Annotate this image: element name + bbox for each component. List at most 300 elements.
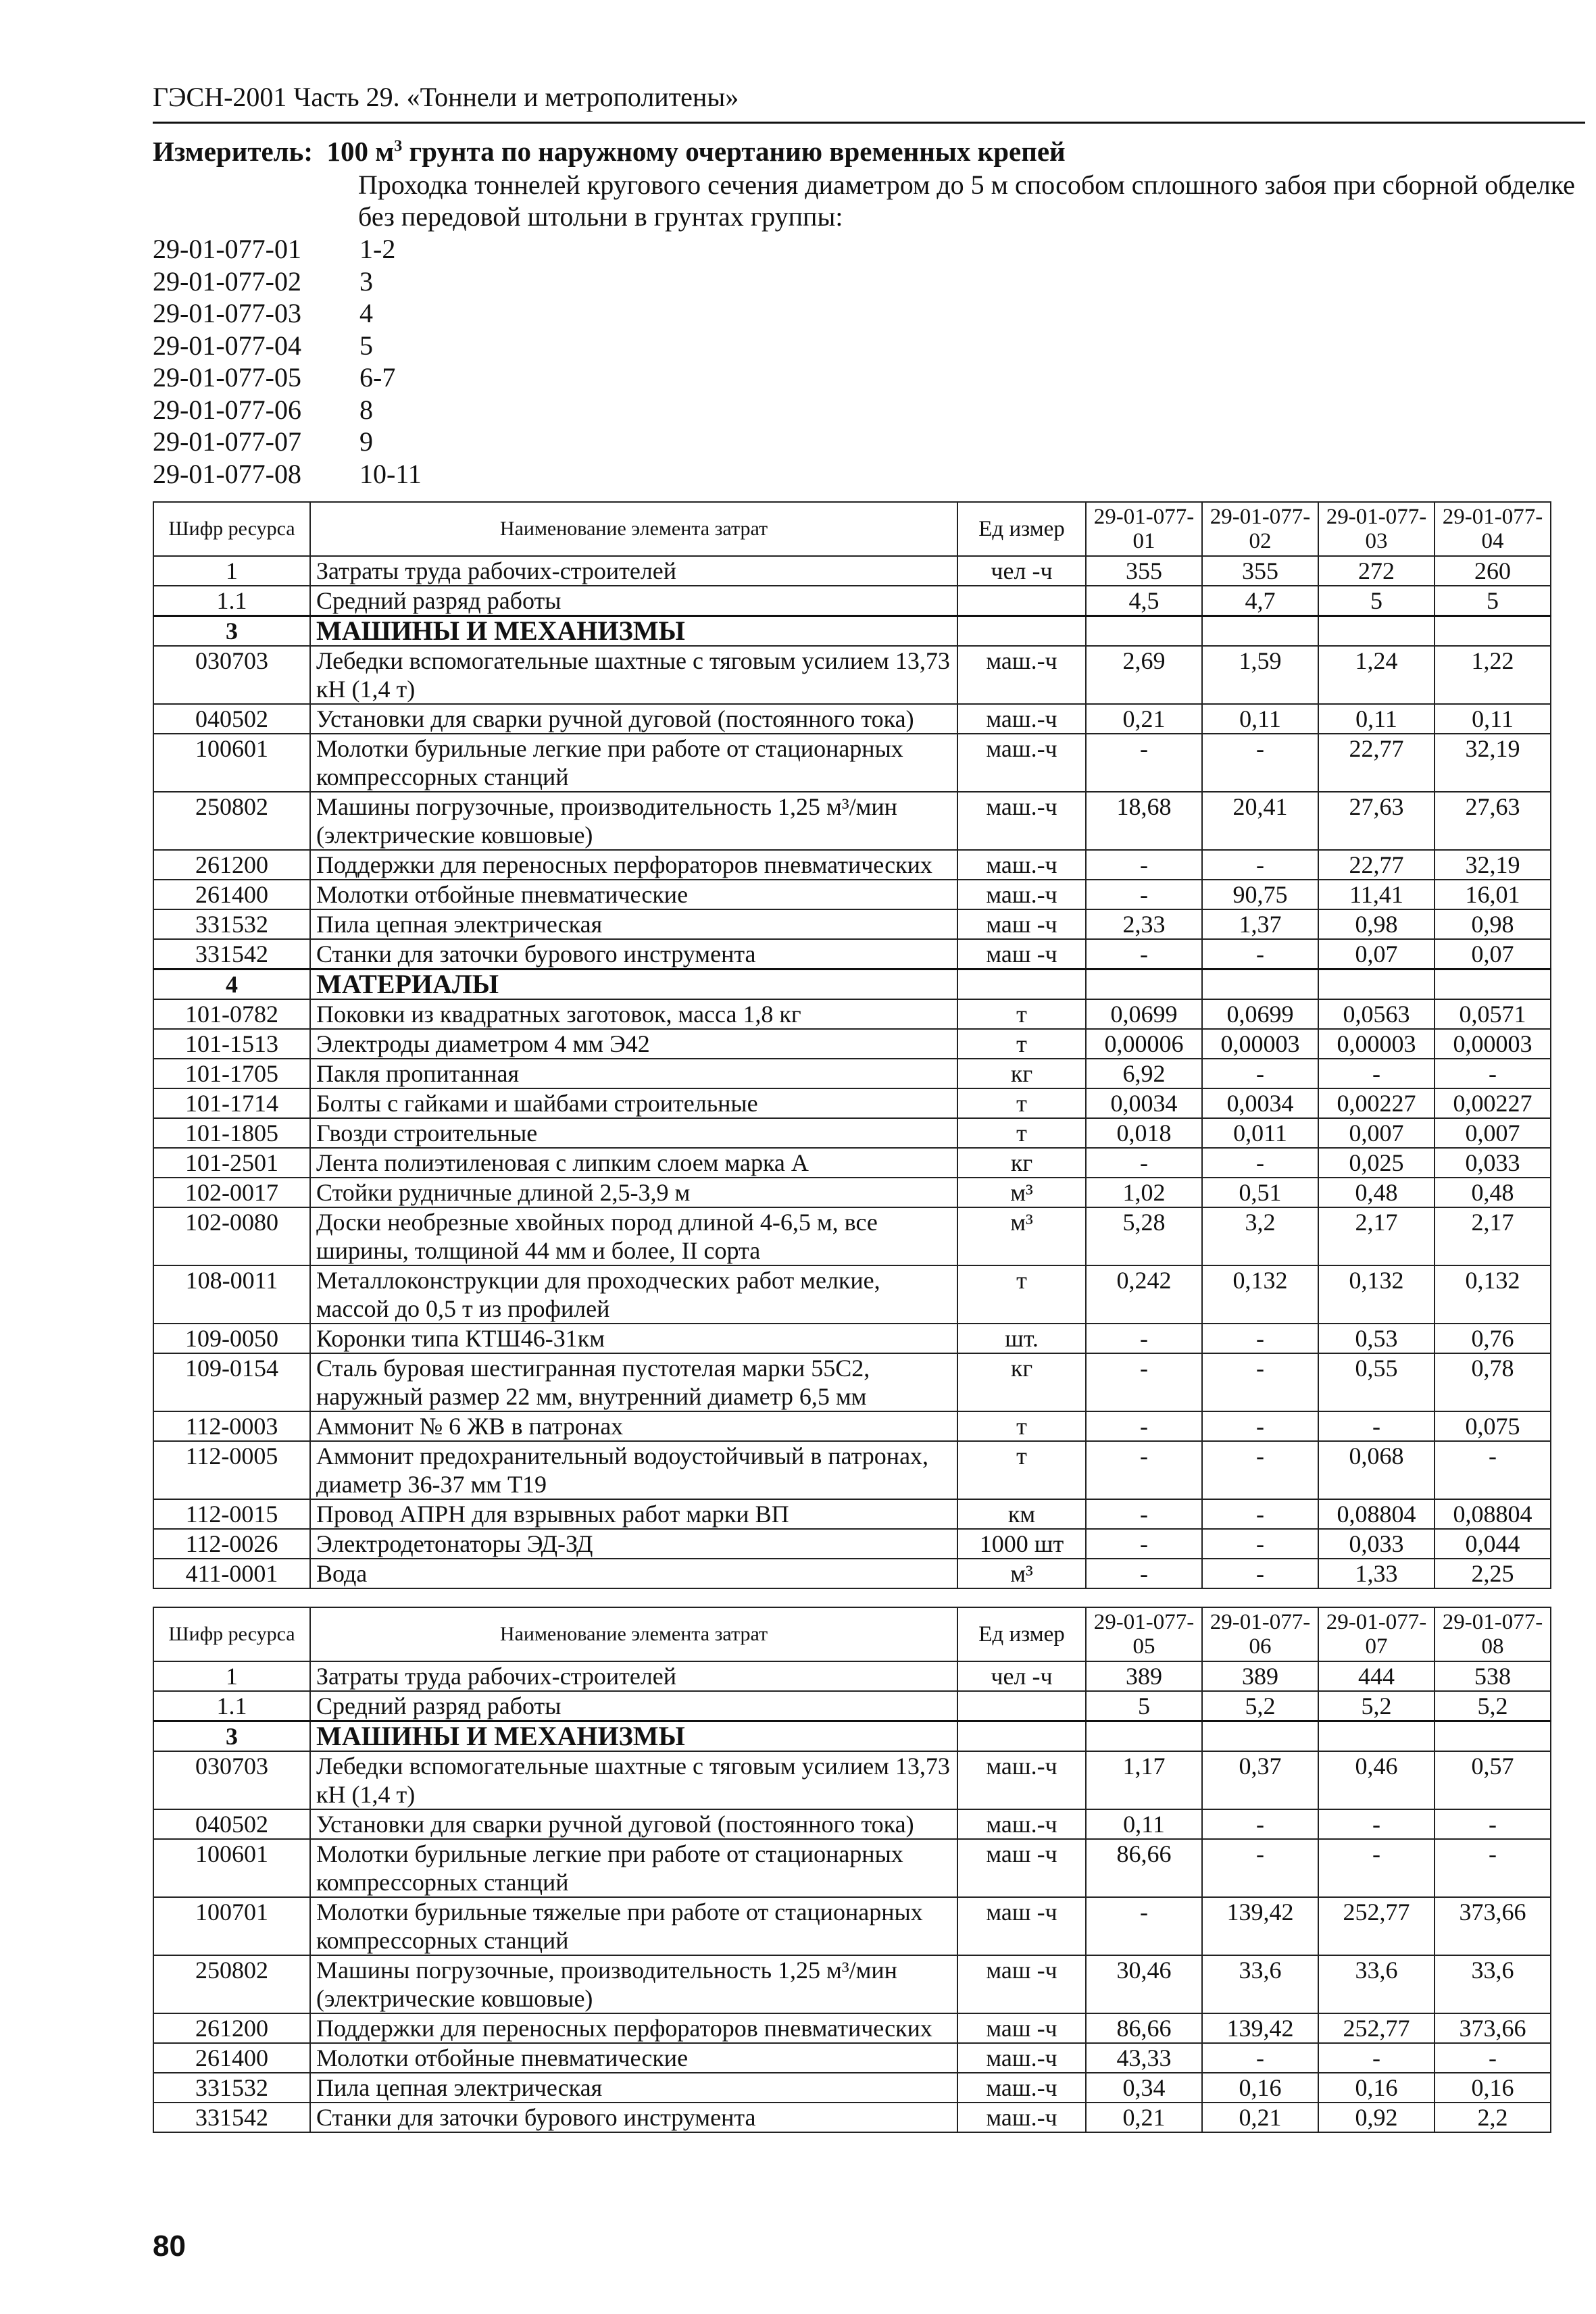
section-row [153,1721,1551,1752]
unit-cell: маш -ч [957,1897,1086,1955]
unit-cell [957,1691,1086,1721]
norm-value: - [1202,1441,1318,1499]
table-row [153,1148,1551,1178]
norm-value: - [1086,734,1202,792]
soil-group: 4 [359,298,373,328]
resource-code: 100601 [153,1839,310,1897]
norm-value: 4,5 [1086,586,1202,616]
resource-code: 040502 [153,1809,310,1839]
cost-element-name: Лебедки вспомогательные шахтные с тяговым усилием 13,73 кН (1,4 т) [310,1751,957,1809]
norm-value: 18,68 [1086,792,1202,850]
unit-cell: т [957,999,1086,1029]
norm-code: 29-01-077-05 [153,362,301,393]
table-row [153,1529,1551,1559]
norm-value: - [1202,1529,1318,1559]
norm-value: - [1202,1809,1318,1839]
norm-value: 0,132 [1318,1265,1435,1324]
norm-code: 29-01-077-02 [153,266,301,297]
unit-cell: т [957,1411,1086,1441]
measure-rest: грунта по наружному очертанию временных крепей [402,136,1066,167]
norm-value: - [1318,1839,1435,1897]
cost-element-name: Молотки бурильные легкие при работе от стационарных компрессорных станций [310,1839,957,1897]
norm-value: 0,78 [1435,1353,1551,1411]
norm-value: 0,075 [1435,1411,1551,1441]
norm-value: 355 [1086,556,1202,586]
table-row [153,999,1551,1029]
norm-value: 3,2 [1202,1207,1318,1265]
cost-element-name: Пила цепная электрическая [310,909,957,939]
norm-value [1435,970,1551,1000]
norm-value: 0,92 [1318,2103,1435,2132]
norm-value: 2,33 [1086,909,1202,939]
header-norm-column: 29-01-077-06 [1202,1607,1318,1661]
cost-element-name: Аммонит № 6 ЖВ в патронах [310,1411,957,1441]
norm-value: 0,16 [1202,2073,1318,2103]
resource-code: 250802 [153,792,310,850]
norm-value: 252,77 [1318,1897,1435,1955]
table-row [153,1029,1551,1059]
cost-element-name: Гвозди строительные [310,1118,957,1148]
unit-cell: кг [957,1353,1086,1411]
cost-element-name: Поддержки для переносных перфораторов пневматических [310,850,957,880]
cost-element-name: Машины погрузочные, производительность 1,25 м³/мин (электрические ковшовые) [310,792,957,850]
resource-code: 109-0050 [153,1324,310,1353]
resource-code: 1 [153,556,310,586]
resource-code: 331542 [153,939,310,970]
norm-value: 2,2 [1435,2103,1551,2132]
norm-code: 29-01-077-08 [153,458,301,489]
resource-code: 030703 [153,646,310,704]
norm-value: 5,2 [1435,1691,1551,1721]
norm-value: - [1202,1324,1318,1353]
cost-element-name: Аммонит предохранительный водоустойчивый в патронах, диаметр 36-37 мм Т19 [310,1441,957,1499]
norm-code: 29-01-077-07 [153,426,301,457]
cost-element-name: Молотки отбойные пневматические [310,2043,957,2073]
norm-value: 0,0699 [1086,999,1202,1029]
norm-value: 0,025 [1318,1148,1435,1178]
cost-element-name: Болты с гайками и шайбами строительные [310,1088,957,1118]
norm-value: 252,77 [1318,2013,1435,2043]
norm-value: - [1435,1839,1551,1897]
table-row [153,1088,1551,1118]
measure-sup: 3 [394,137,403,155]
norm-value: 5 [1318,586,1435,616]
norm-value: - [1435,1059,1551,1088]
table-row [153,850,1551,880]
resource-code: 102-0080 [153,1207,310,1265]
cost-element-name: Доски необрезные хвойных пород длиной 4-6,5 м, все ширины, толщиной 44 мм и более, II сорта [310,1207,957,1265]
resource-code: 261400 [153,880,310,909]
header-divider [153,122,1585,124]
header-norm-column: 29-01-077-04 [1435,502,1551,556]
norm-value: 6,92 [1086,1059,1202,1088]
norm-value: 33,6 [1318,1955,1435,2013]
norm-value: - [1435,1809,1551,1839]
unit-cell: маш.-ч [957,850,1086,880]
header-norm-column: 29-01-077-02 [1202,502,1318,556]
section-title: МАТЕРИАЛЫ [310,970,957,1000]
norm-value: - [1086,1499,1202,1529]
unit-cell: т [957,1088,1086,1118]
norm-value: 22,77 [1318,850,1435,880]
cost-element-name: Затраты труда рабочих-строителей [310,1661,957,1691]
norm-value: 33,6 [1435,1955,1551,2013]
resource-code: 100701 [153,1897,310,1955]
resource-code: 331542 [153,2103,310,2132]
table-row [153,2043,1551,2073]
norm-value: 1,37 [1202,909,1318,939]
resource-code: 331532 [153,909,310,939]
norm-value: - [1202,1499,1318,1529]
norm-value [1435,616,1551,647]
norm-value [1086,616,1202,647]
norm-value: 43,33 [1086,2043,1202,2073]
table-row [153,1751,1551,1809]
unit-cell: маш.-ч [957,2073,1086,2103]
norm-value: - [1202,850,1318,880]
norm-value: 0,11 [1318,704,1435,734]
norm-code-row [153,266,422,298]
unit-cell: кг [957,1059,1086,1088]
header-cost-element: Наименование элемента затрат [310,502,957,556]
unit-cell: маш -ч [957,939,1086,970]
table-row [153,1499,1551,1529]
norm-value: - [1202,1411,1318,1441]
table-row [153,586,1551,616]
norm-value: - [1086,1148,1202,1178]
norm-value: 5,2 [1318,1691,1435,1721]
norm-value: - [1086,1897,1202,1955]
table-row [153,1441,1551,1499]
norm-value: 33,6 [1202,1955,1318,2013]
norm-value: - [1435,1441,1551,1499]
norm-value: 0,044 [1435,1529,1551,1559]
norm-value: - [1086,850,1202,880]
unit-cell: 1000 шт [957,1529,1086,1559]
norm-value: - [1202,2043,1318,2073]
norm-value: 0,00003 [1435,1029,1551,1059]
soil-group: 5 [359,330,373,361]
table-row [153,1955,1551,2013]
resource-code: 3 [153,616,310,647]
soil-group: 1-2 [359,234,396,264]
header-norm-column: 29-01-077-05 [1086,1607,1202,1661]
unit-cell: шт. [957,1324,1086,1353]
resource-code: 261200 [153,2013,310,2043]
table-row [153,939,1551,970]
norm-code-row [153,297,422,330]
norm-value: 260 [1435,556,1551,586]
unit-cell: маш.-ч [957,2043,1086,2073]
norm-value: - [1086,1559,1202,1588]
cost-element-name: Коронки типа КТШ46-31км [310,1324,957,1353]
resource-code: 331532 [153,2073,310,2103]
header-cost-element: Наименование элемента затрат [310,1607,957,1661]
norm-value: 0,21 [1086,2103,1202,2132]
norm-value: 0,16 [1435,2073,1551,2103]
cost-element-name: Лента полиэтиленовая с липким слоем марка А [310,1148,957,1178]
norm-value: 0,07 [1318,939,1435,970]
resource-code: 101-0782 [153,999,310,1029]
unit-cell: маш.-ч [957,704,1086,734]
norm-value: - [1202,1839,1318,1897]
resource-code: 109-0154 [153,1353,310,1411]
norm-value: - [1086,1324,1202,1353]
table-row [153,2103,1551,2132]
norm-value: 0,132 [1435,1265,1551,1324]
norm-value: 0,242 [1086,1265,1202,1324]
norm-value: 373,66 [1435,2013,1551,2043]
cost-element-name: Провод АПРН для взрывных работ марки ВП [310,1499,957,1529]
norm-value: 0,0034 [1086,1088,1202,1118]
cost-element-name: Лебедки вспомогательные шахтные с тяговым усилием 13,73 кН (1,4 т) [310,646,957,704]
cost-element-name: Поддержки для переносных перфораторов пневматических [310,2013,957,2043]
norm-value: 0,98 [1435,909,1551,939]
norm-value: 11,41 [1318,880,1435,909]
header-norm-column: 29-01-077-03 [1318,502,1435,556]
section-title: МАШИНЫ И МЕХАНИЗМЫ [310,616,957,647]
table-header-row [153,1607,1551,1661]
norm-value: 0,51 [1202,1178,1318,1207]
norm-value: 0,00227 [1435,1088,1551,1118]
norm-value: 0,011 [1202,1118,1318,1148]
norm-value: 0,76 [1435,1324,1551,1353]
norm-value: 5,28 [1086,1207,1202,1265]
norm-value: - [1202,1353,1318,1411]
table-row [153,909,1551,939]
section-row [153,616,1551,647]
resource-code: 112-0015 [153,1499,310,1529]
cost-element-name: Пакля пропитанная [310,1059,957,1088]
resource-code: 101-1705 [153,1059,310,1088]
table-row [153,1661,1551,1691]
cost-element-name: Установки для сварки ручной дуговой (постоянного тока) [310,704,957,734]
table-row [153,1178,1551,1207]
norm-value: - [1202,1559,1318,1588]
cost-element-name: Молотки бурильные легкие при работе от стационарных компрессорных станций [310,734,957,792]
cost-element-name: Электродетонаторы ЭД-ЗД [310,1529,957,1559]
norm-value: 0,08804 [1435,1499,1551,1529]
cost-element-name: Металлоконструкции для проходческих работ мелкие, массой до 0,5 т из профилей [310,1265,957,1324]
cost-element-name: Установки для сварки ручной дуговой (постоянного тока) [310,1809,957,1839]
norm-value: 0,033 [1318,1529,1435,1559]
resource-code: 1.1 [153,1691,310,1721]
norm-code: 29-01-077-04 [153,330,301,361]
page-header: ГЭСН-2001 Часть 29. «Тоннели и метрополитены» [153,82,739,112]
norm-value: - [1202,734,1318,792]
norm-value: 0,57 [1435,1751,1551,1809]
norm-value: - [1435,2043,1551,2073]
table-row [153,646,1551,704]
norm-value: 86,66 [1086,1839,1202,1897]
resource-code: 040502 [153,704,310,734]
resource-table-2 [153,1607,1551,2133]
norm-value: 20,41 [1202,792,1318,850]
table-row [153,880,1551,909]
norm-value: 0,21 [1086,704,1202,734]
norm-code-row [153,233,422,266]
soil-group: 3 [359,266,373,297]
unit-cell: маш -ч [957,909,1086,939]
norm-value: 5 [1435,586,1551,616]
norm-value: 389 [1086,1661,1202,1691]
measure-line [153,135,1066,168]
norm-value: 0,16 [1318,2073,1435,2103]
norm-value: 139,42 [1202,1897,1318,1955]
header-unit: Ед измер [957,1607,1086,1661]
cost-element-name: Станки для заточки бурового инструмента [310,2103,957,2132]
norm-value [1435,1721,1551,1752]
norm-value: 1,33 [1318,1559,1435,1588]
unit-cell [957,1721,1086,1752]
resource-table-1 [153,501,1551,1589]
norm-value: 1,22 [1435,646,1551,704]
cost-element-name: Сталь буровая шестигранная пустотелая марки 55С2, наружный размер 22 мм, внутренний диаметр 6,5 мм [310,1353,957,1411]
unit-cell: маш.-ч [957,1751,1086,1809]
table-row [153,1809,1551,1839]
norm-value: 2,25 [1435,1559,1551,1588]
resource-code: 112-0003 [153,1411,310,1441]
norm-code: 29-01-077-01 [153,234,301,264]
norm-code: 29-01-077-03 [153,298,301,328]
norm-value: - [1202,939,1318,970]
unit-cell: чел -ч [957,1661,1086,1691]
unit-cell: т [957,1441,1086,1499]
resource-code: 261400 [153,2043,310,2073]
norm-value: 0,0563 [1318,999,1435,1029]
norm-value: 355 [1202,556,1318,586]
cost-element-name: Средний разряд работы [310,1691,957,1721]
resource-code: 030703 [153,1751,310,1809]
cost-element-name: Молотки бурильные тяжелые при работе от стационарных компрессорных станций [310,1897,957,1955]
norm-value: 86,66 [1086,2013,1202,2043]
soil-group: 6-7 [359,362,396,393]
cost-element-name: Машины погрузочные, производительность 1,25 м³/мин (электрические ковшовые) [310,1955,957,2013]
unit-cell: м³ [957,1178,1086,1207]
norm-value [1202,970,1318,1000]
unit-cell: маш -ч [957,1839,1086,1897]
table-row [153,704,1551,734]
resource-code: 108-0011 [153,1265,310,1324]
unit-cell [957,586,1086,616]
norm-value: - [1086,1529,1202,1559]
header-norm-column: 29-01-077-08 [1435,1607,1551,1661]
norm-value: 0,11 [1086,1809,1202,1839]
norm-value: 90,75 [1202,880,1318,909]
table-row [153,556,1551,586]
norm-value: 0,068 [1318,1441,1435,1499]
norm-code-row [153,458,422,491]
unit-cell: маш.-ч [957,646,1086,704]
norm-code-row [153,361,422,394]
resource-code: 100601 [153,734,310,792]
norm-value: 0,007 [1435,1118,1551,1148]
norm-value: 27,63 [1318,792,1435,850]
resource-code: 112-0026 [153,1529,310,1559]
section-row [153,970,1551,1000]
norm-value: - [1086,1441,1202,1499]
norm-value: - [1202,1059,1318,1088]
norm-value: 0,0034 [1202,1088,1318,1118]
soil-group: 8 [359,394,373,425]
table-row [153,1207,1551,1265]
norm-value: - [1086,1411,1202,1441]
norm-value [1086,1721,1202,1752]
table-row [153,1324,1551,1353]
norm-value: 0,53 [1318,1324,1435,1353]
norm-value: 1,59 [1202,646,1318,704]
page-number: 80 [153,2230,186,2263]
norm-code-row [153,394,422,426]
norm-value: 373,66 [1435,1897,1551,1955]
resource-code: 101-2501 [153,1148,310,1178]
cost-element-name: Вода [310,1559,957,1588]
cost-element-name: Пила цепная электрическая [310,2073,957,2103]
section-title: МАШИНЫ И МЕХАНИЗМЫ [310,1721,957,1752]
norm-value: 0,0699 [1202,999,1318,1029]
unit-cell: маш -ч [957,2013,1086,2043]
unit-cell: маш -ч [957,1955,1086,2013]
norm-value: 0,007 [1318,1118,1435,1148]
table-row [153,734,1551,792]
resource-code: 411-0001 [153,1559,310,1588]
unit-cell: м³ [957,1207,1086,1265]
norm-value: 0,00006 [1086,1029,1202,1059]
header-unit: Ед измер [957,502,1086,556]
header-norm-column: 29-01-077-01 [1086,502,1202,556]
cost-element-name: Стойки рудничные длиной 2,5-3,9 м [310,1178,957,1207]
norm-value: 5,2 [1202,1691,1318,1721]
cost-element-name: Поковки из квадратных заготовок, масса 1,8 кг [310,999,957,1029]
soil-group: 10-11 [359,458,422,489]
norm-value [1318,970,1435,1000]
norm-value: 0,11 [1202,704,1318,734]
cost-element-name: Средний разряд работы [310,586,957,616]
norm-code-list [153,233,422,490]
norm-code-row [153,426,422,458]
norm-value: 0,21 [1202,2103,1318,2132]
work-description: Проходка тоннелей кругового сечения диаметром до 5 м способом сплошного забоя при сборной обделке без передовой штольни в грунтах группы: [358,170,1575,232]
norm-value: 0,48 [1318,1178,1435,1207]
norm-value: 0,11 [1435,704,1551,734]
unit-cell: маш.-ч [957,734,1086,792]
norm-value: - [1318,1411,1435,1441]
norm-value: 32,19 [1435,850,1551,880]
norm-value: 2,69 [1086,646,1202,704]
header-norm-column: 29-01-077-07 [1318,1607,1435,1661]
unit-cell: маш.-ч [957,792,1086,850]
norm-code-row [153,330,422,362]
resource-code: 1 [153,1661,310,1691]
norm-value: 0,0571 [1435,999,1551,1029]
norm-value: 0,98 [1318,909,1435,939]
resource-code: 101-1714 [153,1088,310,1118]
norm-value: 1,24 [1318,646,1435,704]
cost-element-name: Электроды диаметром 4 мм Э42 [310,1029,957,1059]
table-row [153,1897,1551,1955]
norm-value: 0,46 [1318,1751,1435,1809]
norm-value: - [1086,939,1202,970]
norm-value [1318,1721,1435,1752]
resource-code: 261200 [153,850,310,880]
norm-value: 538 [1435,1661,1551,1691]
norm-value: - [1086,880,1202,909]
unit-cell: км [957,1499,1086,1529]
unit-cell: чел -ч [957,556,1086,586]
norm-value [1086,970,1202,1000]
header-resource-code: Шифр ресурса [153,502,310,556]
resource-code: 101-1805 [153,1118,310,1148]
